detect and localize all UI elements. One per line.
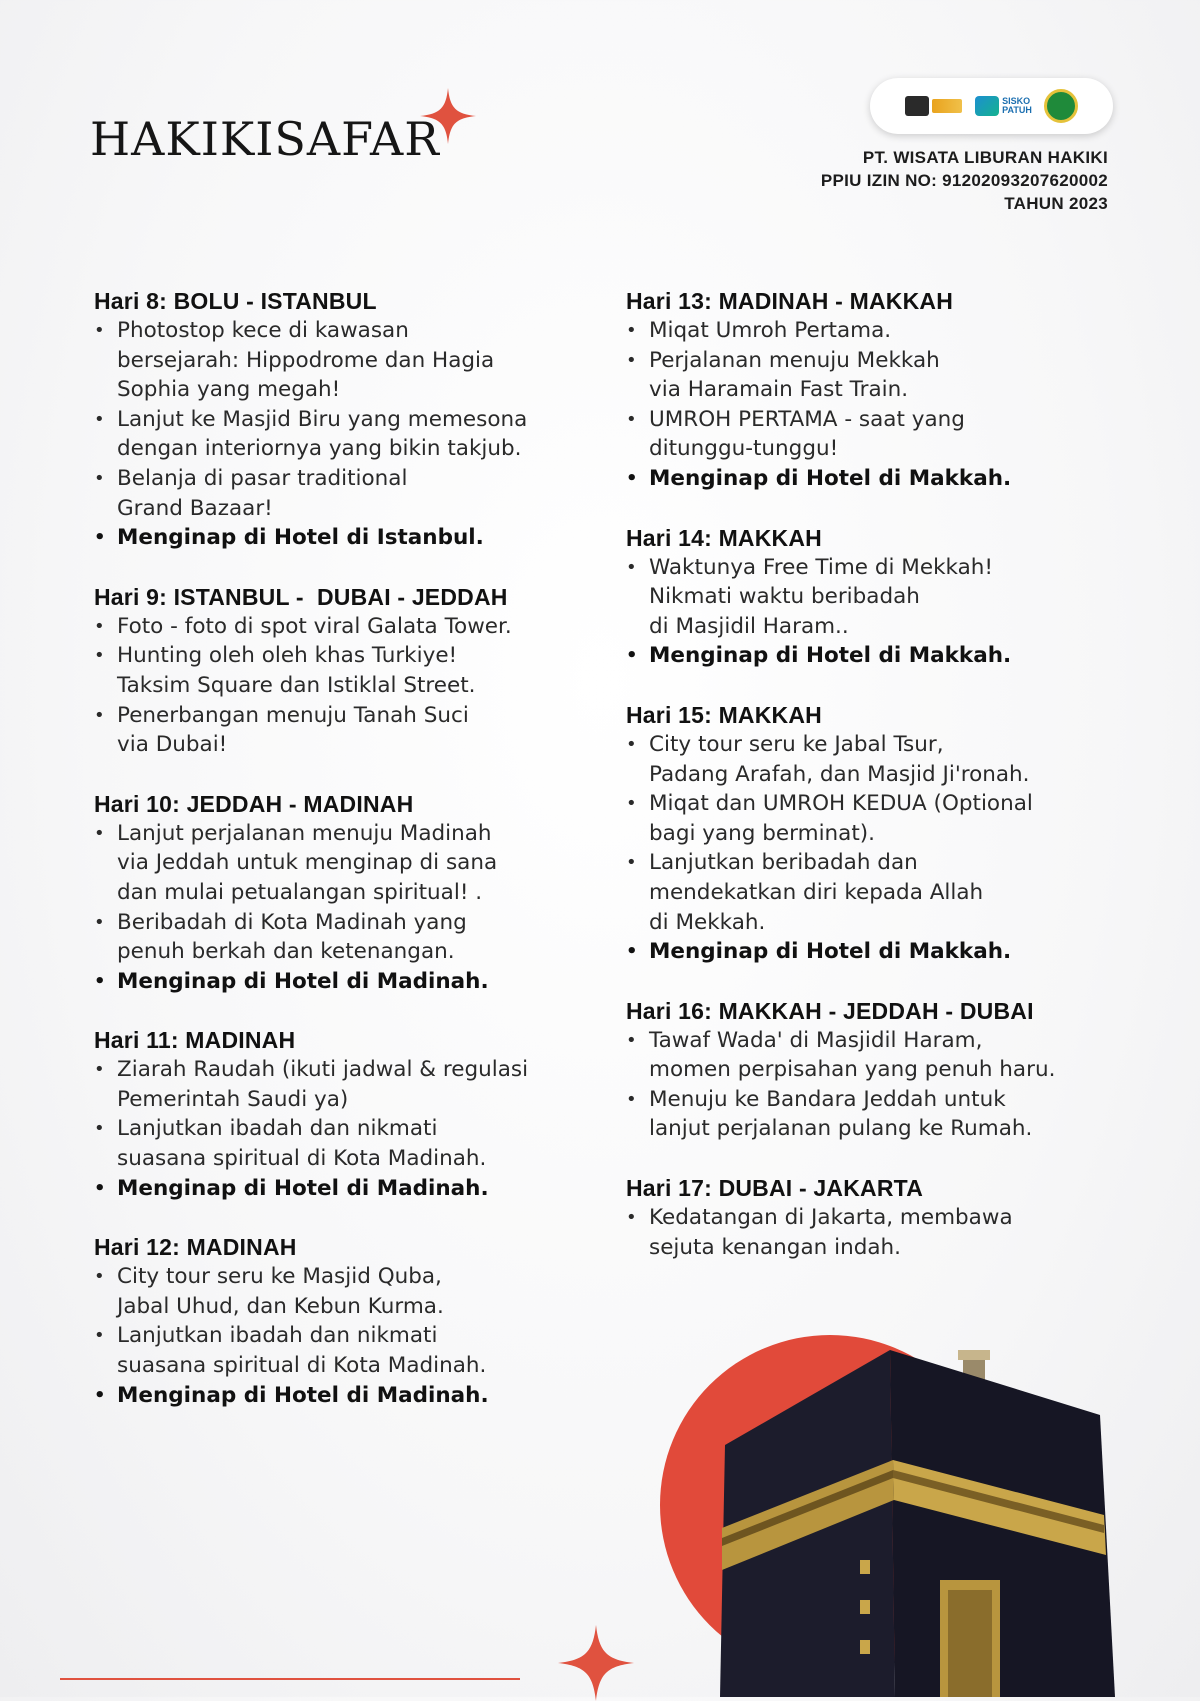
list-item: • Penerbangan menuju Tanah Suci via Dubai! xyxy=(94,701,574,760)
hotel-item: • Menginap di Hotel di Makkah. xyxy=(626,937,1126,967)
day-title: Hari 12: MADINAH xyxy=(94,1234,297,1261)
list-item: • Foto - foto di spot viral Galata Tower. xyxy=(94,612,574,642)
day-title: Hari 14: MAKKAH xyxy=(626,524,822,551)
day-section xyxy=(94,1025,574,1203)
company-year: TAHUN 2023 xyxy=(1004,194,1108,213)
red-sun-circle xyxy=(660,1335,1000,1675)
list-item: • Lanjutkan ibadah dan nikmati suasana spiritual di Kota Madinah. xyxy=(94,1114,574,1173)
list-item: • Waktunya Free Time di Mekkah! Nikmati waktu beribadah di Masjidil Haram.. xyxy=(626,553,1126,642)
day-title: Hari 13: MADINAH - MAKKAH xyxy=(626,288,954,314)
sisko-patuh-icon xyxy=(975,96,999,116)
day-section xyxy=(626,523,1126,671)
list-item: • Kedatangan di Jakarta, membawa sejuta kenangan indah. xyxy=(626,1203,1126,1262)
kemenparekraf-logo-icon xyxy=(905,94,963,118)
sparkle-star-icon xyxy=(558,1625,634,1701)
hotel-item: • Menginap di Hotel di Madinah. xyxy=(94,1174,574,1204)
day-title: Hari 11: MADINAH xyxy=(94,1027,296,1054)
hotel-item: • Menginap di Hotel di Madinah. xyxy=(94,967,574,997)
footer-divider xyxy=(60,1678,520,1680)
kemenag-emblem-icon xyxy=(1044,89,1078,123)
day-title: Hari 17: DUBAI - JAKARTA xyxy=(626,1175,924,1202)
list-item: • City tour seru ke Masjid Quba, Jabal Uhud, dan Kebun Kurma. xyxy=(94,1262,574,1321)
list-item: • Lanjut perjalanan menuju Madinah via Jeddah untuk menginap di sana dan mulai petualangan spiritual! . xyxy=(94,819,574,908)
list-item: • Ziarah Raudah (ikuti jadwal & regulasi Pemerintah Saudi ya) xyxy=(94,1055,574,1114)
list-item: • Tawaf Wada' di Masjidil Haram, momen perpisahan yang penuh haru. xyxy=(626,1026,1126,1085)
day-section xyxy=(94,1232,574,1410)
list-item: • Lanjutkan ibadah dan nikmati suasana spiritual di Kota Madinah. xyxy=(94,1321,574,1380)
list-item: • Belanja di pasar traditional Grand Bazaar! xyxy=(94,464,574,523)
list-item: • Hunting oleh oleh khas Turkiye! Taksim Square dan Istiklal Street. xyxy=(94,641,574,700)
company-name: PT. WISATA LIBURAN HAKIKI xyxy=(862,148,1108,167)
list-item: • UMROH PERTAMA - saat yang ditunggu-tunggu! xyxy=(626,405,1126,464)
company-info xyxy=(821,146,1108,215)
certification-badges xyxy=(870,78,1113,134)
list-item: • Lanjut ke Masjid Biru yang memesona dengan interiornya yang bikin takjub. xyxy=(94,405,574,464)
itinerary-right-column xyxy=(626,286,1126,1291)
day-title: Hari 8: BOLU - ISTANBUL xyxy=(94,288,377,314)
list-item: • Lanjutkan beribadah dan mendekatkan diri kepada Allah di Mekkah. xyxy=(626,848,1126,937)
itinerary-left-column xyxy=(94,286,574,1439)
sisko-patuh-logo xyxy=(975,96,1032,116)
day-section xyxy=(626,996,1126,1144)
day-section xyxy=(626,1173,1126,1262)
sparkle-star-icon xyxy=(420,88,476,144)
day-section xyxy=(94,286,574,553)
hotel-item: • Menginap di Hotel di Madinah. xyxy=(94,1381,574,1411)
day-section xyxy=(94,582,574,760)
hotel-item: • Menginap di Hotel di Makkah. xyxy=(626,641,1126,671)
list-item: • Miqat Umroh Pertama. xyxy=(626,316,1126,346)
sisko-patuh-text: SISKO PATUH xyxy=(1002,96,1032,115)
day-title: Hari 15: MAKKAH xyxy=(626,701,822,728)
hotel-item: • Menginap di Hotel di Istanbul. xyxy=(94,523,574,553)
day-section xyxy=(626,700,1126,967)
list-item: • Miqat dan UMROH KEDUA (Optional bagi yang berminat). xyxy=(626,789,1126,848)
day-section xyxy=(626,286,1126,494)
brand-logo: HAKIKISAFAR xyxy=(90,112,440,166)
list-item: • Beribadah di Kota Madinah yang penuh berkah dan ketenangan. xyxy=(94,908,574,967)
day-title: Hari 16: MAKKAH - JEDDAH - DUBAI xyxy=(626,997,1034,1024)
list-item: • City tour seru ke Jabal Tsur, Padang Arafah, dan Masjid Ji'ronah. xyxy=(626,730,1126,789)
day-title: Hari 10: JEDDAH - MADINAH xyxy=(94,790,414,817)
day-title: Hari 9: ISTANBUL - DUBAI - JEDDAH xyxy=(94,583,508,610)
list-item: • Photostop kece di kawasan bersejarah: Hippodrome dan Hagia Sophia yang megah! xyxy=(94,316,574,405)
day-section xyxy=(94,789,574,997)
hotel-item: • Menginap di Hotel di Makkah. xyxy=(626,464,1126,494)
company-license: PPIU IZIN NO: 91202093207620002 xyxy=(820,171,1108,190)
list-item: • Perjalanan menuju Mekkah via Haramain Fast Train. xyxy=(626,346,1126,405)
list-item: • Menuju ke Bandara Jeddah untuk lanjut perjalanan pulang ke Rumah. xyxy=(626,1085,1126,1144)
